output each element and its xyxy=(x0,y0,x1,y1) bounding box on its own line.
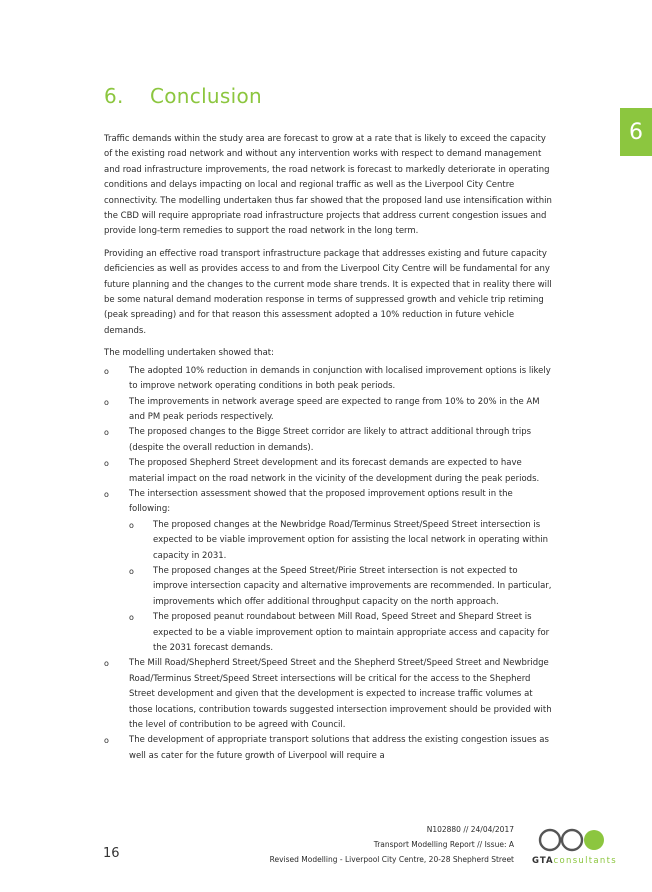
footer-ref: N102880 // 24/04/2017 xyxy=(426,825,514,834)
list-item xyxy=(104,395,552,426)
footer-meta xyxy=(270,822,514,867)
sub-list xyxy=(129,518,552,657)
chapter-title: Conclusion xyxy=(150,84,262,108)
bullet-text: The proposed changes at the Newbridge Road/Terminus Street/Speed Street intersection is expected to be viable improvement option for assisting the local network in operating within capacity in 2031. xyxy=(153,519,548,561)
list-item xyxy=(104,456,552,487)
footer-report: Transport Modelling Report // Issue: A xyxy=(373,840,514,849)
company-logo xyxy=(532,826,622,872)
bullet-marker: o xyxy=(104,659,109,669)
bullet-marker: o xyxy=(129,566,134,576)
body-content xyxy=(104,132,552,764)
paragraph-intro: Traffic demands within the study area are forecast to grow at a rate that is likely to exceed the capacity of the existing road network and without any intervention works with respect to demand management and road infrastructure improvements, the road network is forecast to markedly deteriorate in operating conditions and delays impacting on local and regional traffic as well as the Liverpool City Centre connectivity. The modelling undertaken thus far showed that the proposed land use intensification within the CBD will require appropriate road infrastructure projects that address current congestion issues and provide long-term remedies to support the road network in the long term. xyxy=(104,134,552,237)
list-item xyxy=(104,656,552,733)
bullet-text: The improvements in network average speed are expected to range from 10% to 20% in the AM and PM peak periods respectively. xyxy=(129,396,540,422)
paragraph-infrastructure: Providing an effective road transport infrastructure package that addresses existing and future capacity deficiencies as well as provides access to and from the Liverpool City Centre will be fundamental for any future planning and the changes to the current mode share trends. It is expected that in reality there will be some natural demand moderation response in terms of suppressed growth and vehicle trip retiming (peak spreading) and for that reason this assessment adopted a 10% reduction in future vehicle demands. xyxy=(104,248,552,336)
bullet-text: The proposed changes at the Speed Street/Pirie Street intersection is not expected to improve intersection capacity and alternative improvements are recommended. In particular, improvements which offer additional throughput capacity on the north approach. xyxy=(153,565,552,607)
bullet-text: The intersection assessment showed that the proposed improvement options result in the following: xyxy=(129,488,513,515)
list-item xyxy=(104,733,552,764)
bullet-marker: o xyxy=(104,397,109,407)
list-item xyxy=(104,487,552,656)
paragraph-modelling-lead: The modelling undertaken showed that: xyxy=(104,348,274,359)
bullet-text: The development of appropriate transport solutions that address the existing congestion issues as well as cater for the future growth of Liverpool will require a xyxy=(129,735,549,761)
findings-list xyxy=(104,364,552,765)
page-number: 16 xyxy=(103,846,120,861)
chapter-tab: 6 xyxy=(620,108,652,156)
sub-list-item xyxy=(129,610,552,656)
bullet-marker: o xyxy=(104,366,109,376)
bullet-marker: o xyxy=(104,459,109,469)
bullet-text: The Mill Road/Shepherd Street/Speed Street and the Shepherd Street/Speed Street and Newbridge Road/Terminus Street/Speed Street intersections will be critical for the access to the Shepherd Street development and given that the development is expected to increase traffic volumes at those locations, contribution towards suggested intersection improvement should be provided with the level of contribution to be agreed with Council. xyxy=(129,658,552,731)
bullet-marker: o xyxy=(129,520,134,530)
bullet-marker: o xyxy=(104,428,109,438)
sub-list-item xyxy=(129,564,552,610)
bullet-marker: o xyxy=(129,613,134,623)
page-title xyxy=(104,84,262,108)
bullet-text: The proposed changes to the Bigge Street corridor are likely to attract additional through trips (despite the overall reduction in demands). xyxy=(129,427,532,453)
bullet-text: The adopted 10% reduction in demands in conjunction with localised improvement options is likely to improve network operating conditions in both peak periods. xyxy=(129,365,551,392)
footer-project: Revised Modelling - Liverpool City Centre, 20-28 Shepherd Street xyxy=(269,855,514,864)
logo-circles-icon xyxy=(538,826,610,854)
chapter-number: 6. xyxy=(104,84,124,108)
bullet-marker: o xyxy=(104,489,109,499)
sub-list-item xyxy=(129,518,552,564)
logo-wordmark: GTAconsultants xyxy=(532,856,617,866)
list-item xyxy=(104,425,552,456)
bullet-text: The proposed Shepherd Street development and its forecast demands are expected to have material impact on the road network in the vicinity of the development during the peak periods. xyxy=(129,458,540,484)
bullet-text: The proposed peanut roundabout between Mill Road, Speed Street and Shepard Street is expected to be a viable improvement option to maintain appropriate access and capacity for the 2031 forecast demands. xyxy=(153,612,550,653)
list-item xyxy=(104,364,552,395)
bullet-marker: o xyxy=(104,736,109,746)
